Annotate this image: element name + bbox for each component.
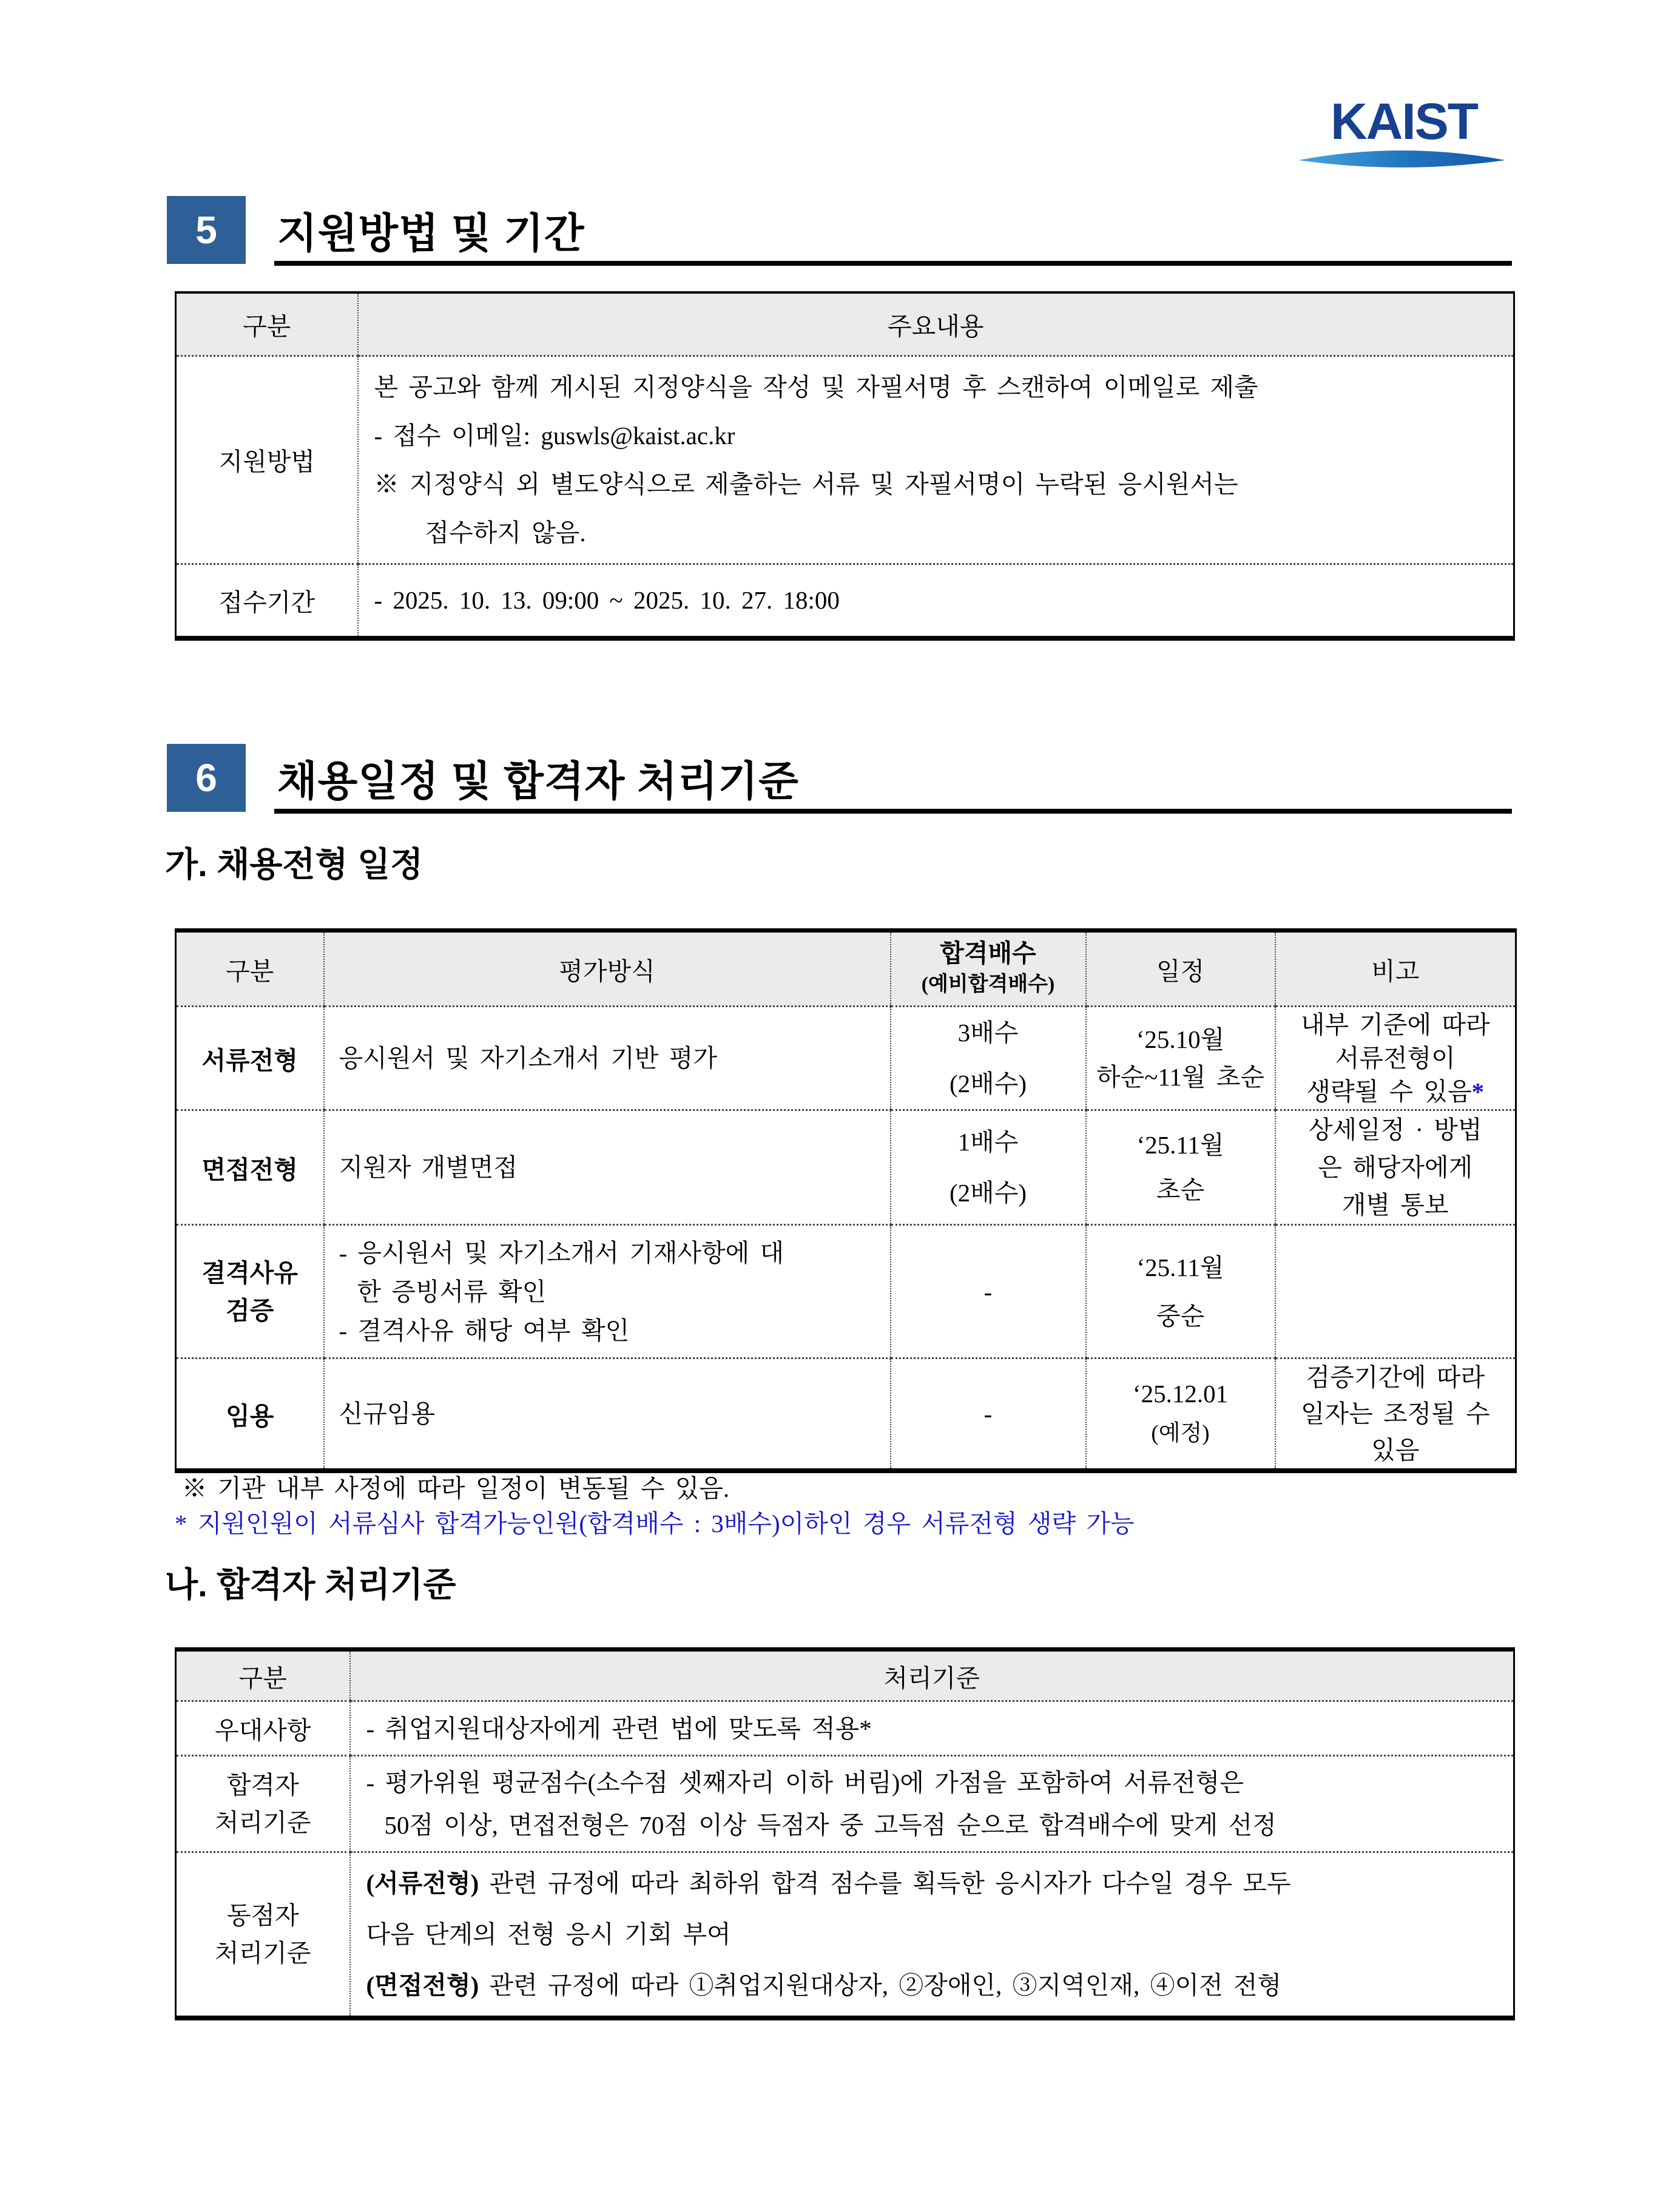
content-line: (면접전형) 관련 규정에 따라 ①취업지원대상자, ②장애인, ③지역인재, ④이전 전형 xyxy=(366,1971,1282,1999)
col-header-method: 평가방식 xyxy=(324,931,891,1007)
col-header-category: 구분 xyxy=(176,931,324,1007)
table-header-row xyxy=(176,1650,1514,1701)
row-note: 상세일정 · 방법 은 해당자에게 개별 통보 xyxy=(1275,1110,1516,1225)
section5-number-box: 5 xyxy=(167,196,246,264)
row-multiple: 1배수 (2배수) xyxy=(891,1110,1086,1225)
table-row xyxy=(176,1701,1514,1756)
row-content xyxy=(358,564,1514,638)
row-label: 합격자 처리기준 xyxy=(176,1756,350,1852)
row-category: 결격사유 검증 xyxy=(176,1225,324,1358)
footnote-asterisk: * xyxy=(1471,1077,1485,1105)
kaist-logo-text: KAIST xyxy=(1331,93,1477,150)
row-label: 지원방법 xyxy=(176,356,358,564)
row-content xyxy=(350,1852,1514,2019)
row-content: - 취업지원대상자에게 관련 법에 맞도록 적용* xyxy=(350,1701,1514,1756)
row-note xyxy=(1275,1225,1516,1358)
row-note: 내부 기준에 따라 서류전형이 생략될 수 있음* xyxy=(1275,1007,1516,1110)
content-line: - 접수 이메일: guswls@kaist.ac.kr xyxy=(374,421,735,450)
col-header-multiple: 합격배수 (예비합격배수) xyxy=(891,931,1086,1007)
table-header-row xyxy=(176,292,1514,356)
schedule-table xyxy=(175,928,1517,1473)
row-schedule: ‘25.11월 중순 xyxy=(1086,1225,1275,1358)
table-row xyxy=(176,356,1514,564)
col-header-criteria: 처리기준 xyxy=(350,1650,1514,1701)
section5-title: 지원방법 및 기간 xyxy=(277,210,585,257)
row-method: - 응시원서 및 자기소개서 기재사항에 대 한 증빙서류 확인 - 결격사유 해당 여부 확인 xyxy=(324,1225,891,1358)
table-row xyxy=(176,1852,1514,2019)
kaist-logo-swoosh xyxy=(1297,149,1506,171)
col-header-gubun: 구분 xyxy=(176,292,358,356)
row-multiple: 3배수 (2배수) xyxy=(891,1007,1086,1110)
content-line: 본 공고와 함께 게시된 지정양식을 작성 및 자필서명 후 스캔하여 이메일로 제출 xyxy=(374,373,1258,401)
kaist-logo xyxy=(1297,93,1511,171)
table-row xyxy=(176,1225,1516,1358)
table-row xyxy=(176,564,1514,638)
row-label: 동점자 처리기준 xyxy=(176,1852,350,2019)
row-schedule: ‘25.12.01 (예정) xyxy=(1086,1358,1275,1471)
schedule-note-2: * 지원인원이 서류심사 합격가능인원(합격배수 : 3배수)이하인 경우 서류전형 생략 가능 xyxy=(175,1510,1135,1537)
table-row xyxy=(176,1358,1516,1471)
row-method: 신규임용 xyxy=(324,1358,891,1471)
section6-number-box: 6 xyxy=(167,744,246,812)
table-row xyxy=(176,1756,1514,1852)
subsection-a-title: 가. 채용전형 일정 xyxy=(165,845,423,883)
row-content: - 평가위원 평균점수(소수점 셋째자리 이하 버림)에 가점을 포함하여 서류전형은 50점 이상, 면접전형은 70점 이상 득점자 중 고득점 순으로 합격배수에 맞게 선정 xyxy=(350,1756,1514,1852)
row-schedule: ‘25.10월 하순~11월 초순 xyxy=(1086,1007,1275,1110)
section6-header xyxy=(167,744,799,812)
row-label: 우대사항 xyxy=(176,1701,350,1756)
section5-header xyxy=(167,196,585,264)
row-category: 면접전형 xyxy=(176,1110,324,1225)
table-row xyxy=(176,1007,1516,1110)
row-multiple: - xyxy=(891,1225,1086,1358)
content-line: 접수하지 않음. xyxy=(425,518,586,547)
row-note: 검증기간에 따라 일자는 조정될 수 있음 xyxy=(1275,1358,1516,1471)
row-schedule: ‘25.11월 초순 xyxy=(1086,1110,1275,1225)
table-header-row xyxy=(176,931,1516,1007)
content-line: ※ 지정양식 외 별도양식으로 제출하는 서류 및 자필서명이 누락된 응시원서는 xyxy=(374,470,1238,498)
section6-underline xyxy=(274,809,1512,814)
row-multiple: - xyxy=(891,1358,1086,1471)
schedule-note-1: ※ 기관 내부 사정에 따라 일정이 변동될 수 있음. xyxy=(182,1474,730,1502)
row-method: 지원자 개별면접 xyxy=(324,1110,891,1225)
col-header-content: 주요내용 xyxy=(358,292,1514,356)
section5-underline xyxy=(274,261,1512,266)
col-header-note: 비고 xyxy=(1275,931,1516,1007)
subsection-b-title: 나. 합격자 처리기준 xyxy=(165,1565,456,1604)
col-header-gubun: 구분 xyxy=(176,1650,350,1701)
content-line: - 2025. 10. 13. 09:00 ~ 2025. 10. 27. 18:00 xyxy=(374,586,840,615)
row-category: 서류전형 xyxy=(176,1007,324,1110)
section6-title: 채용일정 및 합격자 처리기준 xyxy=(277,758,799,805)
row-label: 접수기간 xyxy=(176,564,358,638)
apply-method-table xyxy=(175,291,1515,641)
row-content xyxy=(358,356,1514,564)
criteria-table xyxy=(175,1647,1515,2020)
content-line: 다음 단계의 전형 응시 기회 부여 xyxy=(366,1920,731,1948)
content-line: (서류전형) 관련 규정에 따라 최하위 합격 점수를 획득한 응시자가 다수일 경우 모두 xyxy=(366,1869,1291,1897)
table-row xyxy=(176,1110,1516,1225)
row-category: 임용 xyxy=(176,1358,324,1471)
row-method: 응시원서 및 자기소개서 기반 평가 xyxy=(324,1007,891,1110)
col-header-schedule: 일정 xyxy=(1086,931,1275,1007)
